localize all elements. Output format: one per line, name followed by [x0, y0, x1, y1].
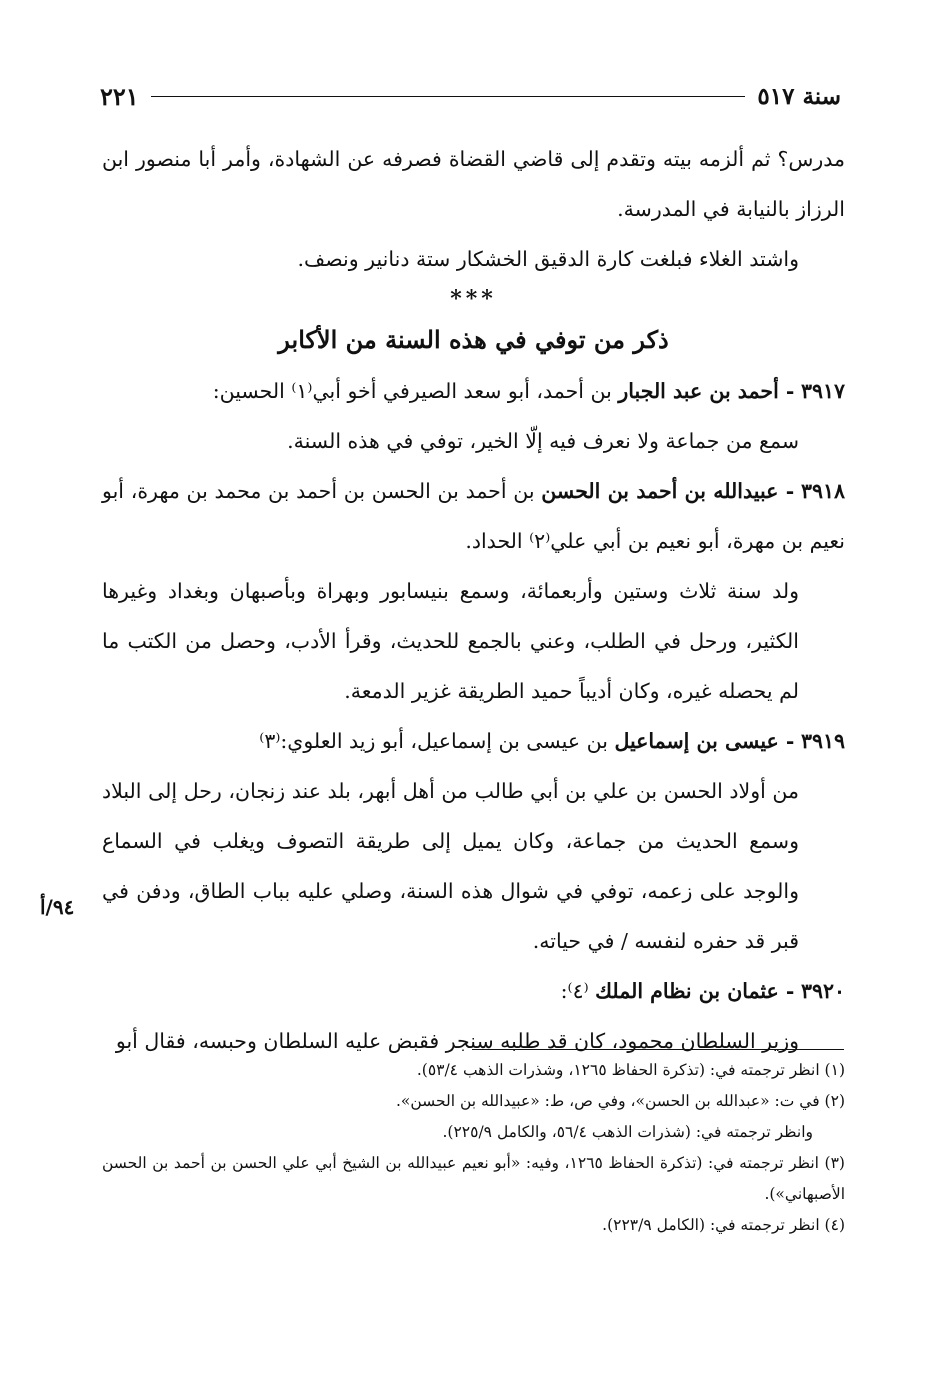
manuscript-folio-marker: ٩٤/أ	[40, 895, 75, 919]
entry-3920-header: ٣٩٢٠ - عثمان بن نظام الملك ⁽٤⁾:	[560, 979, 845, 1003]
entry-lineage: بن أحمد، أبو سعد الصيرفي أخو أبي⁽١⁾ الحسين:	[212, 379, 612, 403]
entry-name: عثمان بن نظام الملك	[595, 979, 779, 1003]
footnote: (٢) في ت: «عبدالله بن الحسن»، وفي ص، ط: «عبيدالله بن الحسن».	[395, 1092, 845, 1110]
entry-number: ٣٩٢٠	[800, 979, 845, 1003]
footnote-separator	[472, 1049, 844, 1050]
entry-3920-text: وزير السلطان محمود، كان قد طلبه سنجر فقبض عليه السلطان وحبسه، فقال أبو	[115, 1029, 799, 1053]
footnote-continuation: وانظر ترجمته في: (شذرات الذهب ٥٦/٤، والكامل ٢٢٥/٩).	[442, 1123, 813, 1141]
entry-footnote-ref: ⁽٤⁾:	[560, 979, 589, 1003]
entry-number: ٣٩١٩	[800, 729, 845, 753]
entry-3918-text: ولد سنة ثلاث وستين وأربعمائة، وسمع بنيسابور وبهراة وبأصبهان وبغداد وغيرها الكثير، ورحل في الطلب، وعني بالجمع للحديث، وقرأ الأدب، وحصل من الكتب ما لم يحصله غيره، وكان أديباً حميد الطريقة غزير الدمعة.	[102, 579, 799, 703]
running-title-year: سنة ٥١٧	[757, 82, 841, 110]
entry-3918-header: ٣٩١٨ - عبيدالله بن أحمد بن الحسن بن أحمد بن الحسن بن أحمد بن محمد بن مهرة، أبو نعيم بن مهرة، أبو نعيم بن أبي علي⁽٢⁾ الحداد.	[102, 479, 845, 553]
entry-3919-text: من أولاد الحسن بن علي بن أبي طالب من أهل أبهر، بلد عند زنجان، رحل إلى البلاد وسمع الحديث من جماعة، وكان يميل إلى طريقة التصوف ويغلب في السماع والوجد على زعمه، توفي في شوال هذه السنة، وصلي عليه بباب الطاق، ودفن في قبر قد حفره لنفسه / في حياته.	[102, 779, 799, 953]
section-divider-stars: ***	[450, 286, 497, 312]
entry-3917-header: ٣٩١٧ - أحمد بن عبد الجبار بن أحمد، أبو سعد الصيرفي أخو أبي⁽١⁾ الحسين:	[212, 379, 845, 403]
main-text	[102, 134, 845, 1066]
footnotes	[102, 1055, 845, 1241]
section-heading: ذكر من توفي في هذه السنة من الأكابر	[278, 325, 669, 354]
entry-number: ٣٩١٧	[800, 379, 845, 403]
entry-name: أحمد بن عبد الجبار	[618, 379, 779, 403]
header-rule	[151, 96, 746, 97]
entry-name: عبيدالله بن أحمد بن الحسن	[541, 479, 779, 503]
paragraph: واشتد الغلاء فبلغت كارة الدقيق الخشكار ستة دنانير ونصف.	[297, 247, 799, 271]
entry-name: عيسى بن إسماعيل	[614, 729, 779, 753]
footnote: (١) انظر ترجمته في: (تذكرة الحفاظ ١٢٦٥، وشذرات الذهب ٥٣/٤).	[416, 1061, 845, 1079]
footnote: (٣) انظر ترجمته في: (تذكرة الحفاظ ١٢٦٥، وفيه: «أبو نعيم عبيدالله بن الشيخ أبي علي الحسن بن أحمد بن الحسن الأصبهاني»).	[102, 1154, 845, 1203]
footnote: (٤) انظر ترجمته في: (الكامل ٢٢٣/٩).	[602, 1216, 845, 1234]
page-number: ٢٢١	[100, 81, 139, 111]
entry-lineage: بن أحمد بن الحسن بن أحمد بن محمد بن مهرة، أبو نعيم بن مهرة، أبو نعيم بن أبي علي⁽٢⁾ الحداد.	[102, 479, 845, 553]
entry-3919-header: ٣٩١٩ - عيسى بن إسماعيل بن عيسى بن إسماعيل، أبو زيد العلوي:⁽٣⁾	[259, 729, 845, 753]
entry-lineage: بن عيسى بن إسماعيل، أبو زيد العلوي:⁽٣⁾	[259, 729, 608, 753]
running-header	[100, 76, 841, 116]
paragraph: مدرس؟ ثم ألزمه بيته وتقدم إلى قاضي القضاة فصرفه عن الشهادة، وأمر أبا منصور ابن الرزاز بالنيابة في المدرسة.	[102, 147, 845, 221]
entry-3917-text: سمع من جماعة ولا نعرف فيه إلّا الخير، توفي في هذه السنة.	[287, 429, 799, 453]
entry-number: ٣٩١٨	[800, 479, 845, 503]
